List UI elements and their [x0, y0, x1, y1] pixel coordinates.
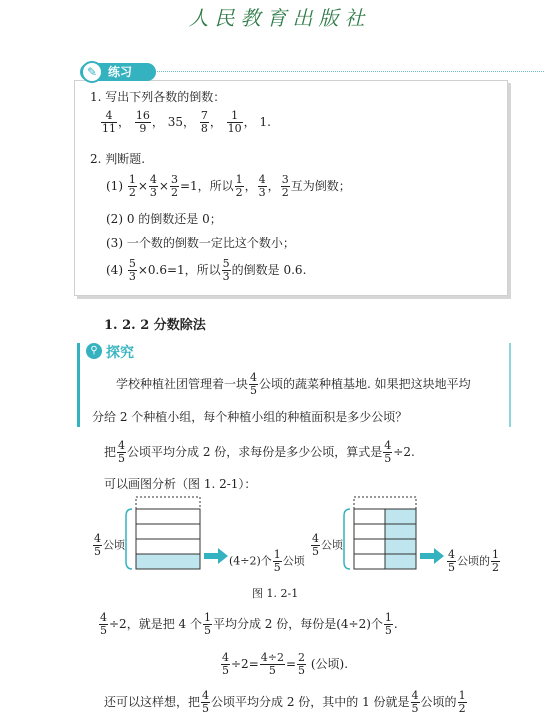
right-arrow-shaft: [420, 553, 434, 559]
right-dashed-box: [354, 497, 416, 509]
left-brace: [126, 509, 132, 569]
left-dashed-box: [136, 497, 200, 509]
left-arrow-head: [218, 548, 228, 564]
explore-bar: [77, 343, 80, 427]
explore-title: 探究: [106, 345, 134, 361]
q2-statement-4: (4) $\frac{5}{3}$ ×0.6=1，所以 $\frac{5}{3}$ 的倒数是 0.6.: [106, 257, 307, 283]
q1-one: 1.: [259, 115, 271, 129]
left-arrow-shaft: [204, 553, 218, 559]
q2-statement-1: (1) $\frac{1}{2}$ × $\frac{4}{3}$ × $\frac{3}{2}$ =1，所以 $\frac{1}{2}$ ， $\frac{4}{3}$ ， $\frac{3}{2}$ 互为倒数；: [106, 173, 351, 199]
right-brace: [344, 509, 350, 569]
paragraph-5: $\frac{4}{5}$ ÷2，就是把 4 个 $\frac{1}{5}$ 平均分成 2 份，每份是(4÷2)个 $\frac{1}{5}$ .: [100, 611, 398, 637]
q1-frac-2: $\frac{16}{9}$: [135, 109, 150, 135]
explore-paragraph-2: 分给 2 个种植小组，每个种植小组的种植面积是多少公顷？: [92, 410, 408, 424]
q1-frac-3: $\frac{7}{8}$: [200, 109, 208, 135]
paragraph-4: 可以画图分析（图 1. 2-1）：: [104, 477, 257, 491]
exercise-divider: [148, 71, 544, 72]
q1-int: 35: [167, 115, 183, 129]
fig-right-result: $\frac{4}{5}$ 公顷的 $\frac{1}{2}$: [448, 548, 499, 574]
figure-caption: 图 1. 2-1: [252, 587, 299, 600]
fig-left-quantity: $\frac{4}{5}$ 公顷: [94, 532, 125, 558]
paragraph-3: 把 $\frac{4}{5}$ 公顷平均分成 2 份，求每份是多少公顷，算式是 $\frac{4}{5}$ ÷2.: [104, 439, 415, 465]
q1-frac-4: $\frac{1}{10}$: [227, 109, 242, 135]
section-title: 1. 2. 2 分数除法: [104, 318, 206, 333]
q2-statement-2: (2) 0 的倒数还是 0；: [106, 212, 222, 226]
magnifier-icon: ⚲: [86, 343, 102, 359]
q2-statement-3: (3) 一个数的倒数一定比这个数小；: [106, 236, 295, 250]
paragraph-6: 还可以这样想，把 $\frac{4}{5}$ 公顷平均分成 2 份，其中的 1 份就是 $\frac{4}{5}$ 公顷的 $\frac{1}{2}$: [104, 689, 466, 715]
fig-left-result: (4÷2)个 $\frac{1}{5}$ 公顷: [229, 548, 305, 574]
q1-items: $\frac{4}{11}$ ， $\frac{16}{9}$ ， 35， $\frac{7}{8}$ ， $\frac{1}{10}$ ， 1.: [102, 109, 271, 135]
pencil-icon: ✎: [81, 61, 103, 83]
fig-right-quantity: $\frac{4}{5}$ 公顷: [312, 532, 343, 558]
exercise-tag: 练习: [80, 63, 156, 81]
explore-bar-right: [509, 343, 511, 427]
explore-paragraph-1: 学校种植社团管理着一块 $\frac{4}{5}$ 公顷的蔬菜种植基地. 如果把这块地平均: [116, 371, 471, 397]
q1-title: 1. 写出下列各数的倒数：: [90, 90, 226, 104]
equation: $\frac{4}{5}$ ÷2= $\frac{4\div 2}{5}$ = $\frac{2}{5}$ (公顷).: [222, 651, 349, 677]
q1-frac-1: $\frac{4}{11}$: [102, 109, 116, 135]
right-arrow-head: [434, 548, 444, 564]
left-shaded-row: [136, 554, 200, 569]
publisher-logo: 人民教育出版社: [188, 6, 371, 30]
q2-title: 2. 判断题.: [90, 152, 146, 166]
